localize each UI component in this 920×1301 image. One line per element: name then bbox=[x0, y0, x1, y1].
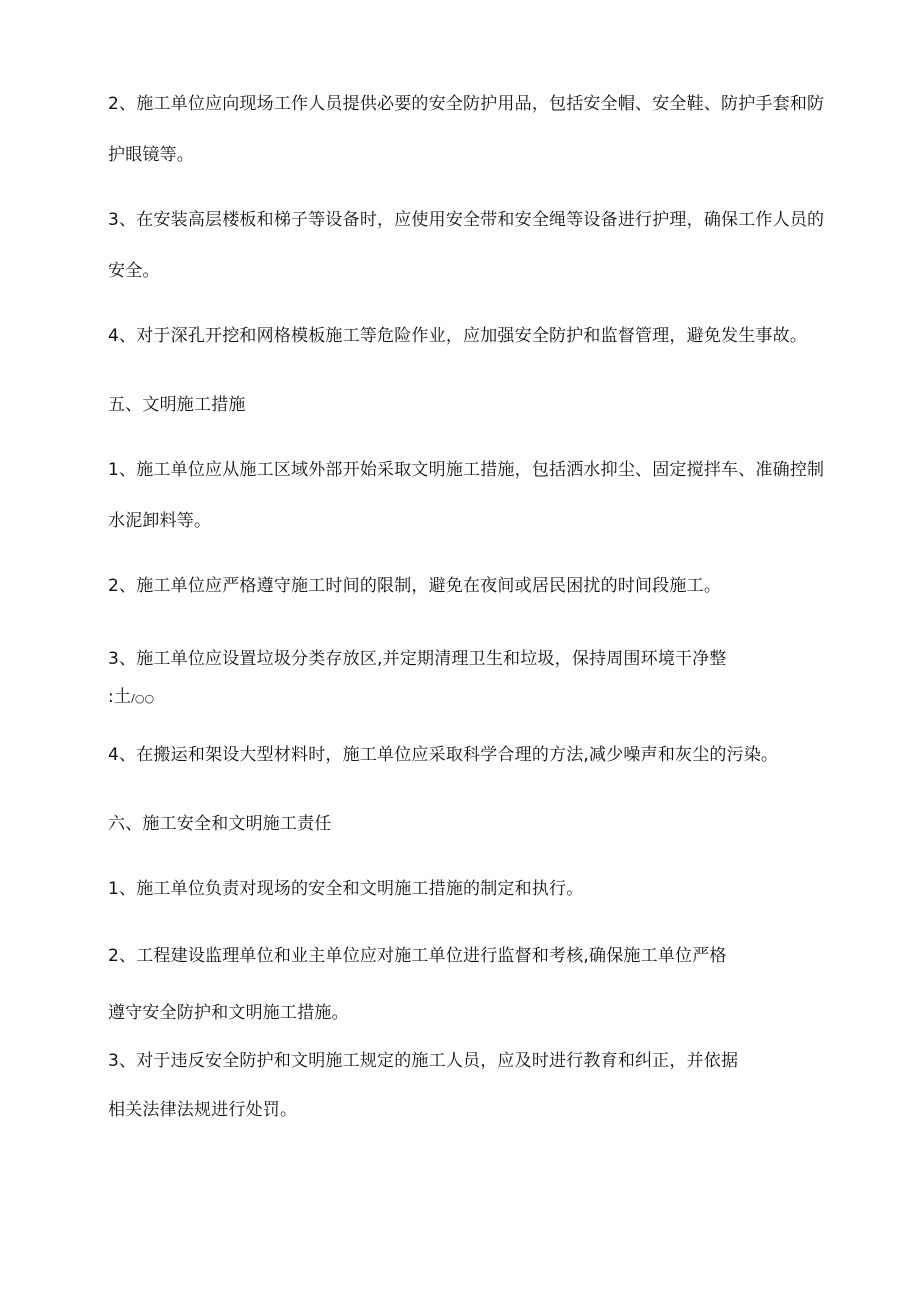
paragraph-line: 4、对于深孔开挖和网格模板施工等危险作业，应加强安全防护和监督管理，避免发生事故。 bbox=[108, 326, 808, 346]
paragraph-line: 3、在安装高层楼板和梯子等设备时，应使用安全带和安全绳等设备进行护理，确保工作人员的 bbox=[108, 210, 825, 230]
paragraph-line: 护眼镜等。 bbox=[108, 145, 194, 165]
paragraph-line: 2、工程建设监理单位和业主单位应对施工单位进行监督和考核,确保施工单位严格 bbox=[108, 946, 727, 966]
paragraph-line: 遵守安全防护和文明施工措施。 bbox=[108, 1003, 349, 1023]
paragraph-line: 4、在搬运和架设大型材料时，施工单位应采取科学合理的方法,减少噪声和灰尘的污染。 bbox=[108, 745, 779, 765]
section-heading: 六、施工安全和文明施工责任 bbox=[108, 814, 332, 834]
section-heading: 五、文明施工措施 bbox=[108, 395, 246, 415]
paragraph-line: 1、施工单位应从施工区域外部开始采取文明施工措施，包括洒水抑尘、固定搅拌车、准确控制 bbox=[108, 460, 825, 480]
artifact-small-text: /○○ bbox=[131, 692, 155, 705]
paragraph-line: 3、对于违反安全防护和文明施工规定的施工人员，应及时进行教育和纠正，并依据 bbox=[108, 1051, 739, 1071]
paragraph-line: 安全。 bbox=[108, 261, 160, 281]
ocr-artifact-line bbox=[108, 686, 154, 710]
artifact-main-text: :土 bbox=[108, 687, 132, 707]
paragraph-line: 水泥卸料等。 bbox=[108, 511, 212, 531]
paragraph-line: 1、施工单位负责对现场的安全和文明施工措施的制定和执行。 bbox=[108, 879, 584, 899]
paragraph-line: 2、施工单位应向现场工作人员提供必要的安全防护用品，包括安全帽、安全鞋、防护手套和防 bbox=[108, 94, 825, 114]
paragraph-line: 3、施工单位应设置垃圾分类存放区,并定期清理卫生和垃圾，保持周围环境干净整 bbox=[108, 649, 727, 669]
paragraph-line: 2、施工单位应严格遵守施工时间的限制，避免在夜间或居民困扰的时间段施工。 bbox=[108, 576, 722, 596]
paragraph-line: 相关法律法规进行处罚。 bbox=[108, 1100, 298, 1120]
